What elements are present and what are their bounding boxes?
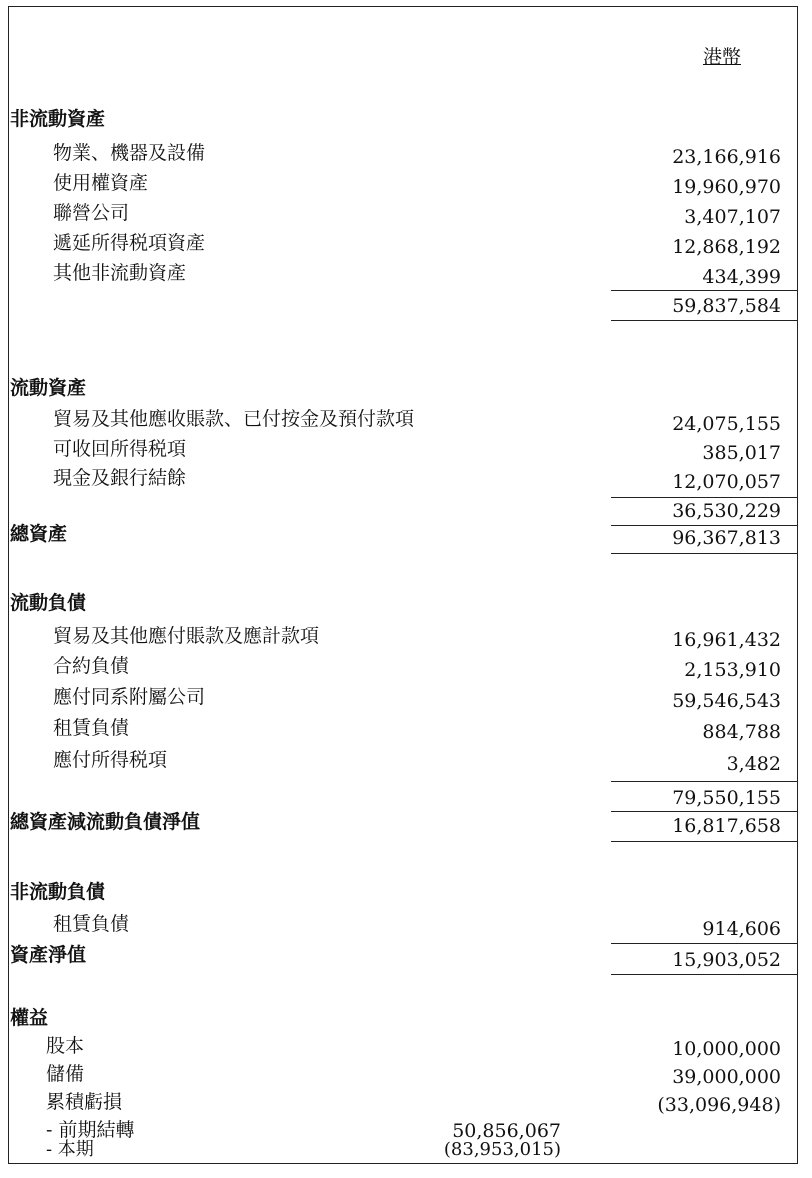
line-item-value: 59,546,543 (672, 690, 781, 712)
net-current-label: 總資產減流動負債淨值 (10, 811, 201, 833)
equity-item-label: 股本 (46, 1035, 85, 1057)
net-current-value: 16,817,658 (672, 815, 781, 837)
line-item-value: 3,407,107 (684, 206, 781, 228)
line-item-label: 合約負債 (53, 655, 130, 677)
line-item-value: 3,482 (726, 753, 781, 775)
line-item-label: 貿易及其他應收賬款、已付按金及預付款項 (53, 408, 415, 430)
line-item-label: 可收回所得税項 (53, 438, 187, 460)
line-item-label: 應付所得税項 (53, 749, 168, 771)
net-assets-value: 15,903,052 (672, 949, 781, 971)
equity-item-label: 累積虧損 (46, 1091, 123, 1113)
subtotal-value: 79,550,155 (672, 787, 781, 809)
section-heading-noncurrent-assets: 非流動資產 (10, 108, 106, 130)
line-item-label: 應付同系附屬公司 (53, 686, 206, 708)
subtotal-value: 59,837,584 (672, 295, 781, 317)
line-item-label: 租賃負債 (53, 717, 130, 739)
equity-item-value: 10,000,000 (672, 1038, 781, 1060)
line-item-value: 2,153,910 (684, 659, 781, 681)
section-heading-equity: 權益 (10, 1007, 49, 1029)
line-item-value: 884,788 (702, 721, 781, 743)
line-item-label: 現金及銀行結餘 (53, 467, 187, 489)
balance-sheet-footer (8, 6, 798, 1164)
line-item-label: 物業、機器及設備 (53, 142, 206, 164)
section-heading-current-assets: 流動資產 (10, 377, 87, 399)
line-item-value: 23,166,916 (672, 146, 781, 168)
equity-sub-item-label: - 本期 (46, 1139, 94, 1160)
subtotal-value: 36,530,229 (672, 500, 781, 522)
equity-item-value: 39,000,000 (672, 1066, 781, 1088)
line-item-value: 12,868,192 (672, 236, 781, 258)
line-item-label: 貿易及其他應付賬款及應計款項 (53, 625, 320, 647)
currency-header: 港幣 (702, 46, 741, 68)
line-item-value: 914,606 (702, 918, 781, 940)
line-item-value: 24,075,155 (672, 413, 781, 435)
line-item-value: 16,961,432 (672, 629, 781, 651)
line-item-label: 聯營公司 (53, 202, 130, 224)
section-heading-noncurrent-liabilities: 非流動負債 (10, 881, 106, 903)
line-item-label: 租賃負債 (53, 913, 130, 935)
line-item-value: 19,960,970 (672, 176, 781, 198)
net-assets-label: 資產淨值 (10, 944, 87, 966)
equity-sub-item-label: - 前期結轉 (46, 1119, 135, 1141)
line-item-value: 434,399 (702, 266, 781, 288)
equity-sub-item-value: 50,856,067 (452, 1120, 561, 1142)
line-item-value: 12,070,057 (672, 471, 781, 493)
line-item-label: 使用權資產 (53, 172, 149, 194)
total-assets-value: 96,367,813 (672, 527, 781, 549)
equity-item-value: (33,096,948) (657, 1094, 781, 1116)
line-item-label: 其他非流動資產 (53, 262, 187, 284)
equity-sub-item-value: (83,953,015) (443, 1139, 561, 1160)
line-item-label: 遞延所得税項資產 (53, 232, 206, 254)
line-item-value: 385,017 (702, 442, 781, 464)
total-assets-label: 總資產 (10, 523, 68, 545)
equity-item-label: 儲備 (46, 1063, 85, 1085)
section-heading-current-liabilities: 流動負債 (10, 592, 87, 614)
